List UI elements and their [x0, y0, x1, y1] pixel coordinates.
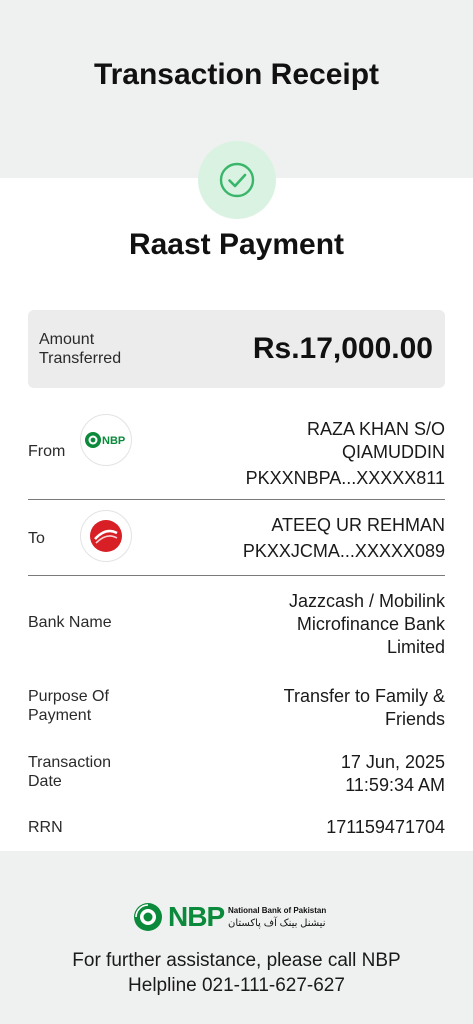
bank-name-label: Bank Name: [28, 614, 112, 631]
from-name-line2: QIAMUDDIN: [342, 442, 445, 462]
amount-label: Amount Transferred: [39, 331, 122, 367]
from-account: PKXXNBPA...XXXXX811: [245, 468, 445, 488]
date-value: 17 Jun, 2025: [340, 752, 445, 772]
date-label-line2: Date: [28, 773, 62, 790]
page-title: Transaction Receipt: [93, 58, 380, 91]
nbp-urdu-name: نیشنل بینک آف پاکستان: [228, 918, 326, 929]
divider: [28, 575, 445, 576]
purpose-label-line1: Purpose Of: [28, 688, 109, 705]
nbp-emblem-icon: [132, 901, 164, 933]
to-account: PKXXJCMA...XXXXX089: [242, 541, 445, 561]
from-label: From: [28, 443, 66, 460]
time-value: 11:59:34 AM: [345, 775, 445, 795]
amount-value: Rs.17,000.00: [252, 332, 433, 365]
helpline-line2: Helpline 021-111-627-627: [128, 975, 345, 996]
payment-type-title: Raast Payment: [128, 228, 345, 261]
helpline-text: [0, 948, 473, 998]
bank-name-line3: Limited: [386, 637, 445, 657]
from-name-line1: RAZA KHAN S/O: [306, 419, 445, 439]
date-label-line1: Transaction: [28, 754, 111, 771]
nbp-full-name: National Bank of Pakistan: [228, 906, 327, 915]
bank-name-line2: Microfinance Bank: [296, 614, 445, 634]
jazzcash-logo-icon: [80, 510, 132, 562]
to-name: ATEEQ UR REHMAN: [271, 515, 445, 535]
amount-card: [28, 310, 445, 388]
rrn-value: 171159471704: [326, 817, 445, 837]
purpose-label-line2: Payment: [28, 707, 92, 724]
purpose-line2: Friends: [384, 709, 445, 729]
svg-text:NBP: NBP: [102, 435, 126, 447]
to-label: To: [28, 530, 45, 547]
divider: [28, 499, 445, 500]
rrn-label: RRN: [28, 819, 63, 836]
helpline-line1: For further assistance, please call NBP: [72, 950, 401, 971]
bank-name-line1: Jazzcash / Mobilink: [288, 591, 445, 611]
nbp-logo-icon: [80, 414, 132, 466]
success-check-icon: [198, 141, 276, 219]
nbp-footer-logo: [132, 898, 347, 938]
nbp-wordmark: NBP: [168, 901, 225, 932]
purpose-line1: Transfer to Family &: [283, 686, 445, 706]
